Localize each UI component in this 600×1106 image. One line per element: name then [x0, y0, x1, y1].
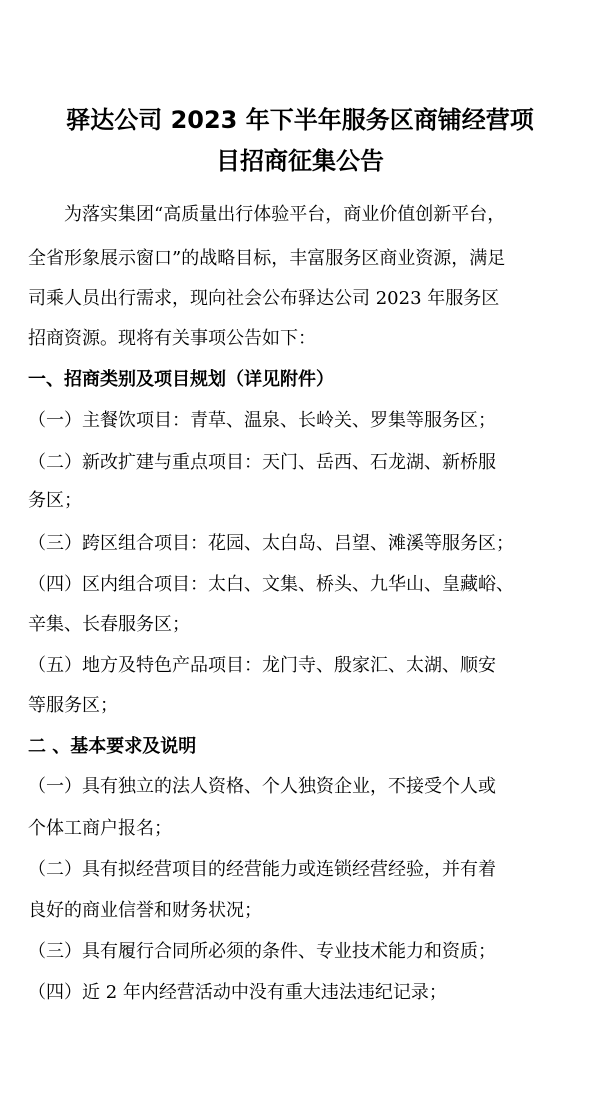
section-1-line-8: 等服务区；: [28, 695, 118, 716]
section-1-line-7: （五）地方及特色产品项目：龙门寺、殷家汇、太湖、顺安: [28, 655, 496, 676]
section-1-line-1: （一）主餐饮项目：青草、温泉、长岭关、罗集等服务区；: [28, 410, 496, 431]
intro-line-1: 为落实集团“高质量出行体验平台，商业价值创新平台，: [64, 204, 506, 225]
section-1-line-2: （二）新改扩建与重点项目：天门、岳西、石龙湖、新桥服: [28, 452, 496, 473]
section-1-line-3: 务区；: [28, 490, 82, 511]
section-1-line-4: （三）跨区组合项目：花园、太白岛、吕望、滩溪等服务区；: [28, 533, 514, 554]
section-2-line-4: 良好的商业信誉和财务状况；: [28, 900, 262, 921]
document-title-line-2: 目招商征集公告: [216, 147, 384, 175]
section-2-heading: 二 、基本要求及说明: [28, 736, 197, 757]
section-2-line-1: （一）具有独立的法人资格、个人独资企业，不接受个人或: [28, 776, 496, 797]
document-title-line-1: 驿达公司 2023 年下半年服务区商铺经营项: [66, 106, 534, 134]
section-1-heading: 一、招商类别及项目规划（详见附件）: [28, 369, 334, 390]
section-1-line-6: 辛集、长春服务区；: [28, 614, 190, 635]
section-2-line-5: （三）具有履行合同所必须的条件、专业技术能力和资质；: [28, 941, 496, 962]
section-2-line-6: （四）近 2 年内经营活动中没有重大违法违纪记录；: [28, 982, 447, 1003]
intro-line-4: 招商资源。现将有关事项公告如下：: [28, 328, 316, 349]
intro-line-3: 司乘人员出行需求，现向社会公布驿达公司 2023 年服务区: [28, 288, 500, 309]
section-2-line-3: （二）具有拟经营项目的经营能力或连锁经营经验，并有着: [28, 859, 496, 880]
section-1-line-5: （四）区内组合项目：太白、文集、桥头、九华山、皇藏峪、: [28, 574, 514, 595]
section-2-line-2: 个体工商户报名；: [28, 818, 172, 839]
intro-line-2: 全省形象展示窗口”的战略目标，丰富服务区商业资源，满足: [28, 248, 506, 269]
